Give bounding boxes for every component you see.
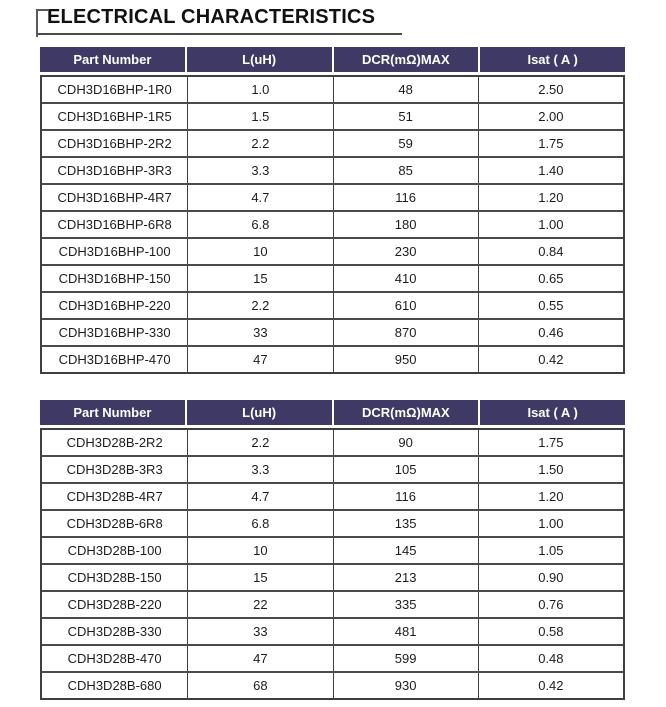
table-row bbox=[42, 482, 623, 509]
table-row bbox=[42, 264, 623, 291]
cell-isat: 2.50 bbox=[478, 77, 623, 102]
table-row bbox=[42, 590, 623, 617]
table-row bbox=[42, 455, 623, 482]
cell-dcr-max: 59 bbox=[333, 131, 478, 156]
cell-l-uh: 4.7 bbox=[187, 484, 332, 509]
cell-isat: 1.75 bbox=[478, 430, 623, 455]
column-header-part-number: Part Number bbox=[40, 47, 185, 72]
cell-l-uh: 2.2 bbox=[187, 430, 332, 455]
cell-isat: 0.42 bbox=[478, 347, 623, 372]
cell-dcr-max: 51 bbox=[333, 104, 478, 129]
table-row bbox=[42, 318, 623, 345]
table-row bbox=[42, 617, 623, 644]
corner-bracket-icon bbox=[36, 9, 49, 37]
table-row bbox=[42, 129, 623, 156]
cell-l-uh: 3.3 bbox=[187, 158, 332, 183]
column-header-l-uh: L(uH) bbox=[187, 400, 332, 425]
cell-part-number: CDH3D28B-330 bbox=[67, 624, 162, 639]
cell-isat: 1.40 bbox=[478, 158, 623, 183]
cell-isat: 1.20 bbox=[478, 484, 623, 509]
table-row bbox=[42, 210, 623, 237]
cell-dcr-max: 599 bbox=[333, 646, 478, 671]
cell-l-uh: 2.2 bbox=[187, 293, 332, 318]
cell-part-number: CDH3D16BHP-470 bbox=[58, 352, 171, 367]
table-row bbox=[42, 345, 623, 372]
cell-part-number: CDH3D28B-150 bbox=[67, 570, 162, 585]
cell-l-uh: 10 bbox=[187, 538, 332, 563]
cell-part-number: CDH3D28B-3R3 bbox=[66, 462, 163, 477]
table-row bbox=[42, 156, 623, 183]
cell-isat: 1.20 bbox=[478, 185, 623, 210]
cell-part-number: CDH3D16BHP-3R3 bbox=[57, 163, 172, 178]
cell-dcr-max: 180 bbox=[333, 212, 478, 237]
table-header-row bbox=[40, 400, 625, 425]
cell-l-uh: 1.0 bbox=[187, 77, 332, 102]
cell-isat: 0.55 bbox=[478, 293, 623, 318]
cell-dcr-max: 230 bbox=[333, 239, 478, 264]
cell-isat: 0.84 bbox=[478, 239, 623, 264]
electrical-characteristics-table-1 bbox=[40, 47, 625, 374]
column-header-dcr-max: DCR(mΩ)MAX bbox=[334, 400, 479, 425]
cell-l-uh: 33 bbox=[187, 320, 332, 345]
cell-isat: 0.90 bbox=[478, 565, 623, 590]
cell-l-uh: 15 bbox=[187, 266, 332, 291]
cell-dcr-max: 930 bbox=[333, 673, 478, 698]
cell-part-number: CDH3D28B-6R8 bbox=[66, 516, 163, 531]
cell-part-number: CDH3D28B-680 bbox=[67, 678, 162, 693]
table-row bbox=[42, 563, 623, 590]
cell-dcr-max: 105 bbox=[333, 457, 478, 482]
cell-isat: 0.42 bbox=[478, 673, 623, 698]
cell-part-number: CDH3D28B-4R7 bbox=[66, 489, 163, 504]
cell-dcr-max: 335 bbox=[333, 592, 478, 617]
table-row bbox=[42, 237, 623, 264]
cell-isat: 0.48 bbox=[478, 646, 623, 671]
cell-l-uh: 47 bbox=[187, 347, 332, 372]
table-row bbox=[42, 430, 623, 455]
cell-dcr-max: 48 bbox=[333, 77, 478, 102]
cell-part-number: CDH3D16BHP-100 bbox=[58, 244, 171, 259]
cell-dcr-max: 870 bbox=[333, 320, 478, 345]
cell-dcr-max: 90 bbox=[333, 430, 478, 455]
table-row bbox=[42, 509, 623, 536]
cell-l-uh: 1.5 bbox=[187, 104, 332, 129]
cell-part-number: CDH3D16BHP-1R5 bbox=[57, 109, 172, 124]
cell-l-uh: 33 bbox=[187, 619, 332, 644]
cell-l-uh: 15 bbox=[187, 565, 332, 590]
cell-l-uh: 4.7 bbox=[187, 185, 332, 210]
cell-l-uh: 2.2 bbox=[187, 131, 332, 156]
cell-isat: 0.65 bbox=[478, 266, 623, 291]
cell-isat: 1.00 bbox=[478, 212, 623, 237]
cell-dcr-max: 116 bbox=[333, 484, 478, 509]
column-header-isat: Isat ( A ) bbox=[480, 47, 625, 72]
cell-part-number: CDH3D28B-220 bbox=[67, 597, 162, 612]
cell-dcr-max: 950 bbox=[333, 347, 478, 372]
table-row bbox=[42, 536, 623, 563]
cell-dcr-max: 213 bbox=[333, 565, 478, 590]
cell-dcr-max: 145 bbox=[333, 538, 478, 563]
table-row bbox=[42, 102, 623, 129]
cell-dcr-max: 610 bbox=[333, 293, 478, 318]
cell-isat: 1.75 bbox=[478, 131, 623, 156]
table-row bbox=[42, 77, 623, 102]
cell-isat: 0.76 bbox=[478, 592, 623, 617]
cell-isat: 0.46 bbox=[478, 320, 623, 345]
table-body bbox=[40, 75, 625, 374]
table-row bbox=[42, 644, 623, 671]
cell-l-uh: 3.3 bbox=[187, 457, 332, 482]
table-row bbox=[42, 183, 623, 210]
cell-part-number: CDH3D16BHP-1R0 bbox=[57, 82, 172, 97]
electrical-characteristics-table-2 bbox=[40, 400, 625, 700]
cell-dcr-max: 116 bbox=[333, 185, 478, 210]
cell-part-number: CDH3D16BHP-6R8 bbox=[57, 217, 172, 232]
table-row bbox=[42, 671, 623, 698]
cell-isat: 2.00 bbox=[478, 104, 623, 129]
cell-part-number: CDH3D16BHP-2R2 bbox=[57, 136, 172, 151]
cell-dcr-max: 85 bbox=[333, 158, 478, 183]
cell-isat: 1.05 bbox=[478, 538, 623, 563]
cell-part-number: CDH3D28B-100 bbox=[67, 543, 162, 558]
cell-part-number: CDH3D16BHP-220 bbox=[58, 298, 171, 313]
cell-part-number: CDH3D16BHP-4R7 bbox=[57, 190, 172, 205]
column-header-part-number: Part Number bbox=[40, 400, 185, 425]
column-header-isat: Isat ( A ) bbox=[480, 400, 625, 425]
table-header-row bbox=[40, 47, 625, 72]
cell-dcr-max: 410 bbox=[333, 266, 478, 291]
cell-part-number: CDH3D16BHP-150 bbox=[58, 271, 171, 286]
cell-dcr-max: 135 bbox=[333, 511, 478, 536]
column-header-dcr-max: DCR(mΩ)MAX bbox=[334, 47, 479, 72]
cell-l-uh: 6.8 bbox=[187, 511, 332, 536]
cell-l-uh: 10 bbox=[187, 239, 332, 264]
table-row bbox=[42, 291, 623, 318]
cell-isat: 1.00 bbox=[478, 511, 623, 536]
section-title-block bbox=[36, 6, 402, 35]
cell-dcr-max: 481 bbox=[333, 619, 478, 644]
cell-part-number: CDH3D28B-2R2 bbox=[66, 435, 163, 450]
cell-l-uh: 22 bbox=[187, 592, 332, 617]
cell-part-number: CDH3D28B-470 bbox=[67, 651, 162, 666]
cell-l-uh: 68 bbox=[187, 673, 332, 698]
cell-l-uh: 47 bbox=[187, 646, 332, 671]
cell-l-uh: 6.8 bbox=[187, 212, 332, 237]
cell-part-number: CDH3D16BHP-330 bbox=[58, 325, 171, 340]
column-header-l-uh: L(uH) bbox=[187, 47, 332, 72]
cell-isat: 1.50 bbox=[478, 457, 623, 482]
page-title: ELECTRICAL CHARACTERISTICS bbox=[47, 6, 376, 28]
table-body bbox=[40, 428, 625, 700]
cell-isat: 0.58 bbox=[478, 619, 623, 644]
